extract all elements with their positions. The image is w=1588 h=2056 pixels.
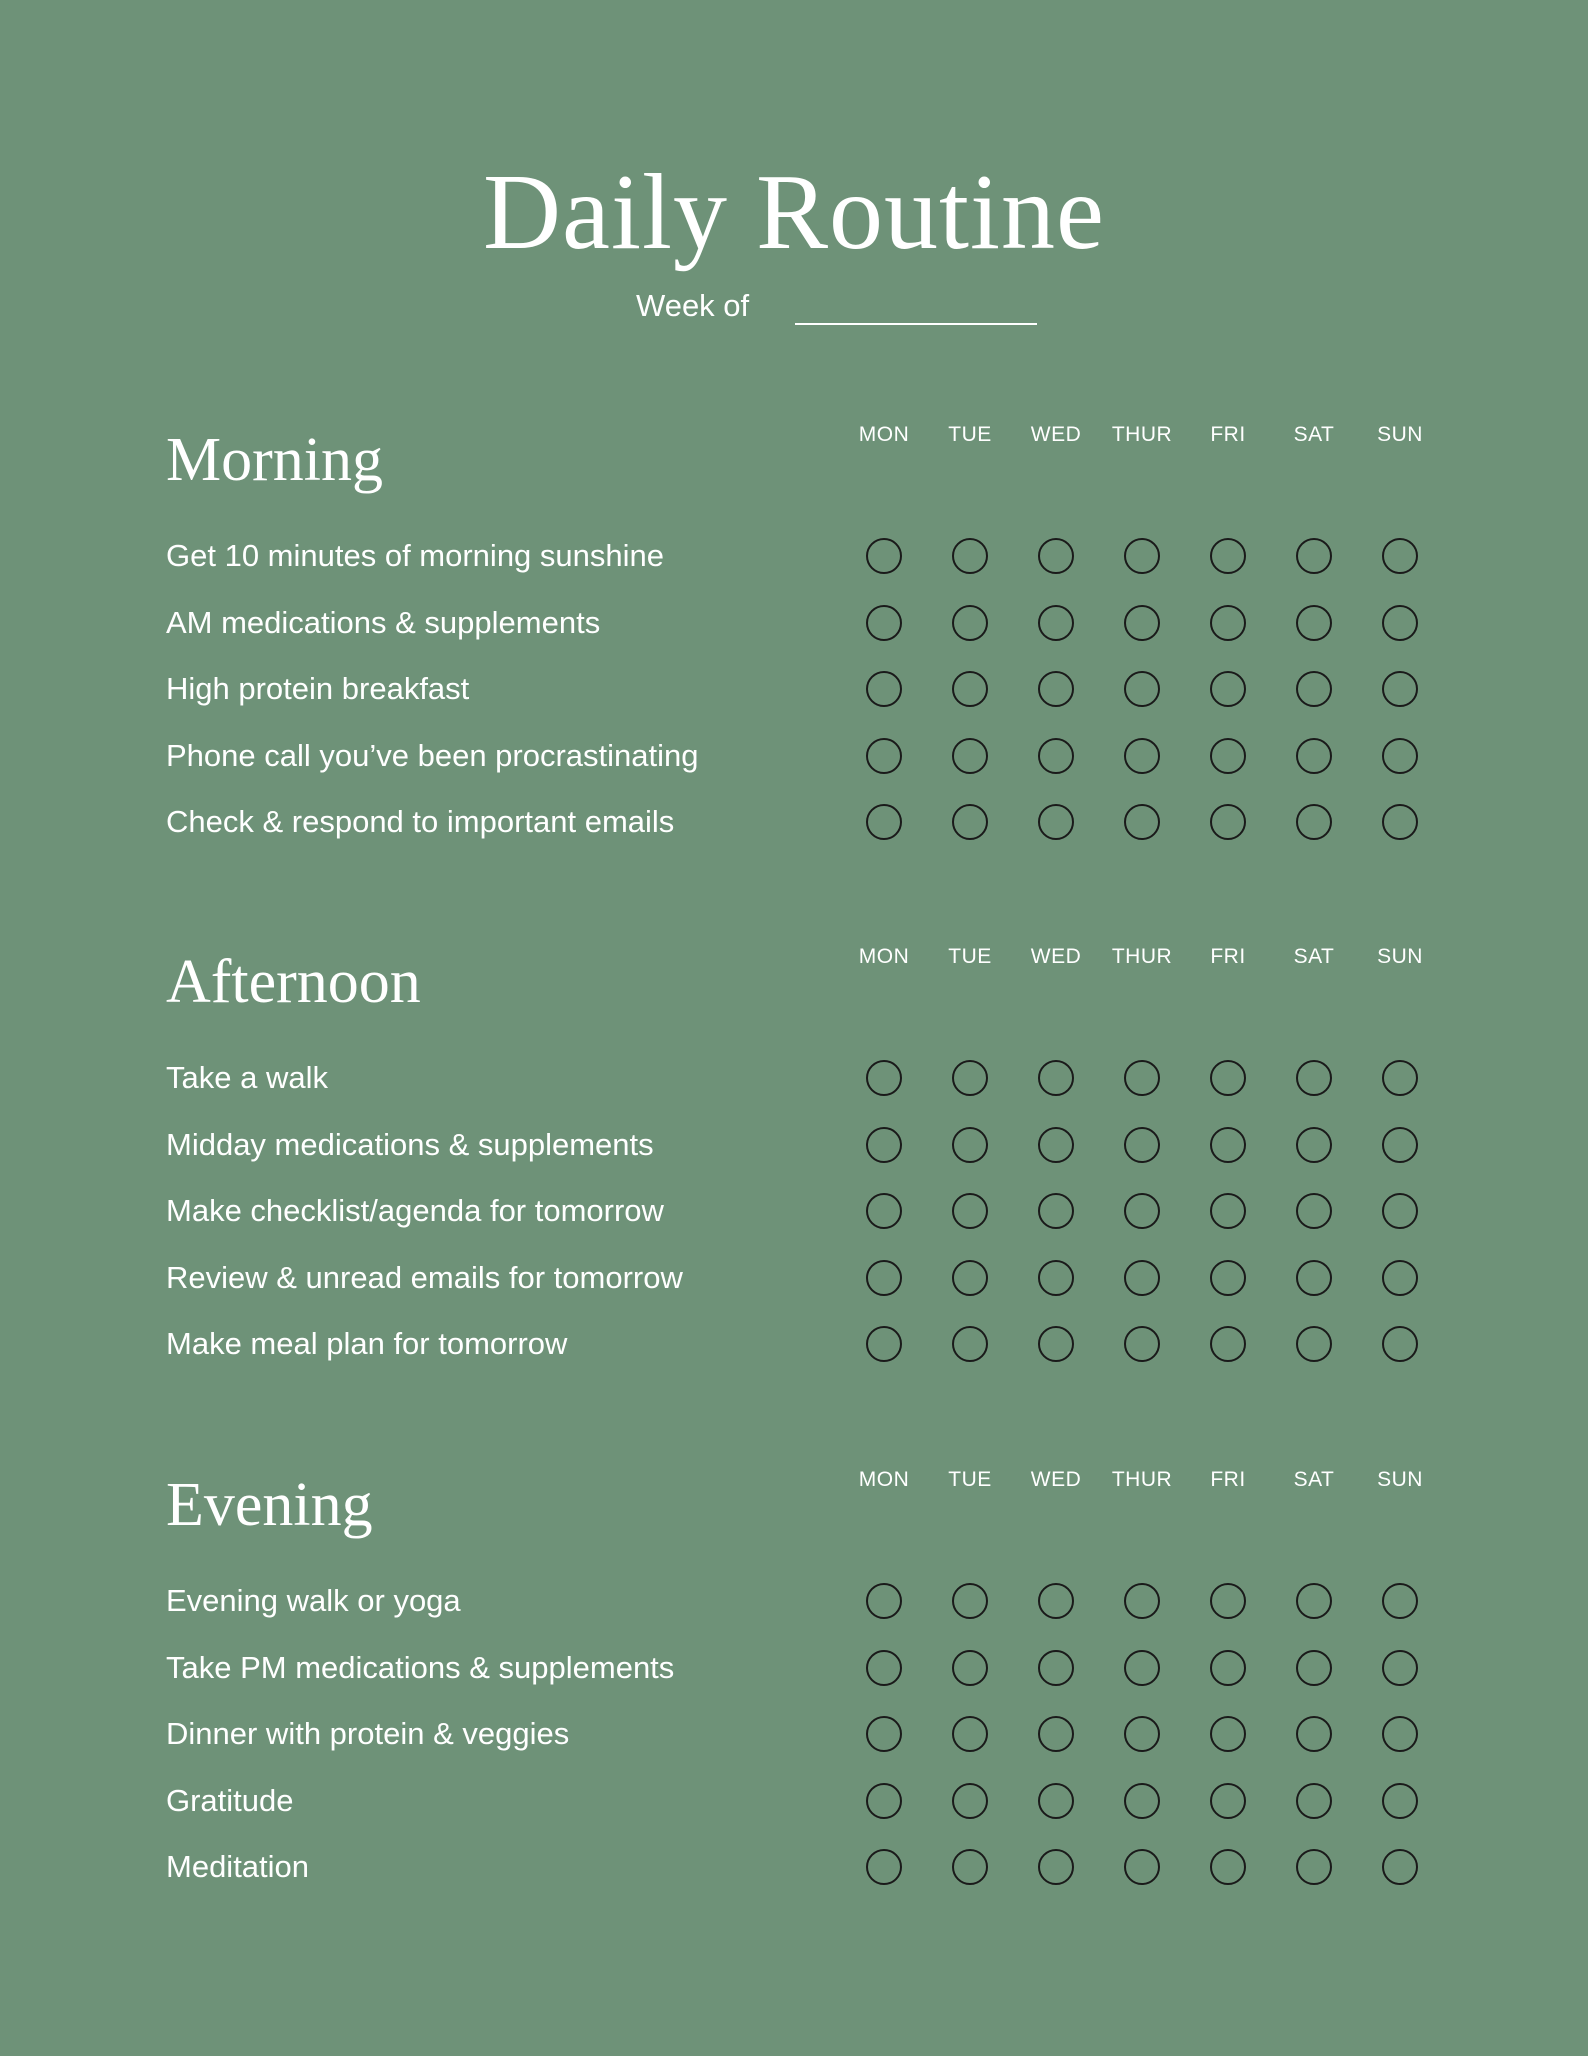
- checkbox-sat[interactable]: [1296, 1193, 1332, 1229]
- day-header-sat: SAT: [1293, 423, 1335, 446]
- checkbox-tue[interactable]: [952, 671, 988, 707]
- checkbox-wed[interactable]: [1038, 1193, 1074, 1229]
- checkbox-sun[interactable]: [1382, 1127, 1418, 1163]
- task-row: [0, 526, 1588, 592]
- checkbox-sat[interactable]: [1296, 1849, 1332, 1885]
- checkbox-sun[interactable]: [1382, 1326, 1418, 1362]
- checkbox-mon[interactable]: [866, 538, 902, 574]
- section-title: Morning: [166, 426, 383, 494]
- checkbox-wed[interactable]: [1038, 804, 1074, 840]
- checkbox-tue[interactable]: [952, 804, 988, 840]
- checkbox-fri[interactable]: [1210, 1716, 1246, 1752]
- task-label: Gratitude: [166, 1783, 294, 1818]
- checkbox-thur[interactable]: [1124, 1716, 1160, 1752]
- checkbox-sat[interactable]: [1296, 1060, 1332, 1096]
- checkbox-wed[interactable]: [1038, 538, 1074, 574]
- checkbox-thur[interactable]: [1124, 738, 1160, 774]
- checkbox-sat[interactable]: [1296, 1716, 1332, 1752]
- checkbox-sun[interactable]: [1382, 1783, 1418, 1819]
- day-header-fri: FRI: [1210, 945, 1246, 968]
- checkbox-wed[interactable]: [1038, 1716, 1074, 1752]
- task-label: Take PM medications & supplements: [166, 1650, 675, 1685]
- checkbox-fri[interactable]: [1210, 804, 1246, 840]
- task-row: [0, 659, 1588, 725]
- checkbox-fri[interactable]: [1210, 1127, 1246, 1163]
- checkbox-wed[interactable]: [1038, 1583, 1074, 1619]
- day-header-mon: MON: [858, 945, 910, 968]
- checkbox-sun[interactable]: [1382, 1583, 1418, 1619]
- week-of-label: Week of: [636, 288, 750, 323]
- checkbox-fri[interactable]: [1210, 1849, 1246, 1885]
- checkbox-wed[interactable]: [1038, 1060, 1074, 1096]
- checkbox-tue[interactable]: [952, 1260, 988, 1296]
- task-label: Get 10 minutes of morning sunshine: [166, 538, 664, 573]
- checkbox-fri[interactable]: [1210, 738, 1246, 774]
- checkbox-thur[interactable]: [1124, 605, 1160, 641]
- day-header-wed: WED: [1030, 1468, 1082, 1491]
- task-row: [0, 726, 1588, 792]
- day-header-wed: WED: [1030, 423, 1082, 446]
- checkbox-sat[interactable]: [1296, 1650, 1332, 1686]
- checkbox-tue[interactable]: [952, 538, 988, 574]
- checkbox-sat[interactable]: [1296, 605, 1332, 641]
- task-label: Check & respond to important emails: [166, 804, 675, 839]
- checkbox-tue[interactable]: [952, 1583, 988, 1619]
- checkbox-sun[interactable]: [1382, 804, 1418, 840]
- checkbox-mon[interactable]: [866, 1060, 902, 1096]
- checkbox-sat[interactable]: [1296, 1583, 1332, 1619]
- checkbox-mon[interactable]: [866, 1193, 902, 1229]
- checkbox-sun[interactable]: [1382, 1193, 1418, 1229]
- checkbox-sat[interactable]: [1296, 1127, 1332, 1163]
- task-label: Take a walk: [166, 1060, 328, 1095]
- checkbox-fri[interactable]: [1210, 671, 1246, 707]
- checkbox-sat[interactable]: [1296, 1260, 1332, 1296]
- checkbox-tue[interactable]: [952, 1783, 988, 1819]
- task-row: [0, 1704, 1588, 1770]
- checkbox-thur[interactable]: [1124, 1583, 1160, 1619]
- section-morning: [0, 420, 1588, 900]
- checkbox-fri[interactable]: [1210, 605, 1246, 641]
- day-header-tue: TUE: [948, 1468, 992, 1491]
- checkbox-mon[interactable]: [866, 605, 902, 641]
- checkbox-tue[interactable]: [952, 1326, 988, 1362]
- task-row: [0, 1115, 1588, 1181]
- checkbox-thur[interactable]: [1124, 1127, 1160, 1163]
- task-row: [0, 1771, 1588, 1837]
- checkbox-thur[interactable]: [1124, 1650, 1160, 1686]
- checkbox-tue[interactable]: [952, 1193, 988, 1229]
- checkbox-sun[interactable]: [1382, 671, 1418, 707]
- checkbox-wed[interactable]: [1038, 738, 1074, 774]
- checkbox-wed[interactable]: [1038, 1260, 1074, 1296]
- task-label: Dinner with protein & veggies: [166, 1716, 570, 1751]
- day-header-mon: MON: [858, 1468, 910, 1491]
- checkbox-thur[interactable]: [1124, 804, 1160, 840]
- task-label: Meditation: [166, 1849, 310, 1884]
- checkbox-thur[interactable]: [1124, 538, 1160, 574]
- task-row: [0, 792, 1588, 858]
- checkbox-mon[interactable]: [866, 738, 902, 774]
- checkbox-mon[interactable]: [866, 1849, 902, 1885]
- checkbox-mon[interactable]: [866, 1650, 902, 1686]
- section-afternoon: [0, 942, 1588, 1422]
- checkbox-sun[interactable]: [1382, 1260, 1418, 1296]
- checkbox-mon[interactable]: [866, 1583, 902, 1619]
- checkbox-fri[interactable]: [1210, 1326, 1246, 1362]
- checkbox-sun[interactable]: [1382, 1060, 1418, 1096]
- checkbox-tue[interactable]: [952, 1849, 988, 1885]
- checkbox-thur[interactable]: [1124, 1260, 1160, 1296]
- day-header-thur: THUR: [1111, 945, 1173, 968]
- checkbox-mon[interactable]: [866, 1127, 902, 1163]
- day-header-thur: THUR: [1111, 1468, 1173, 1491]
- day-header-sun: SUN: [1377, 423, 1423, 446]
- checkbox-sun[interactable]: [1382, 1650, 1418, 1686]
- checkbox-wed[interactable]: [1038, 1650, 1074, 1686]
- day-header-tue: TUE: [948, 423, 992, 446]
- task-row: [0, 1571, 1588, 1637]
- checkbox-wed[interactable]: [1038, 1849, 1074, 1885]
- task-row: [0, 1638, 1588, 1704]
- checkbox-wed[interactable]: [1038, 1326, 1074, 1362]
- checkbox-sun[interactable]: [1382, 538, 1418, 574]
- checkbox-sat[interactable]: [1296, 1326, 1332, 1362]
- day-header-sun: SUN: [1377, 1468, 1423, 1491]
- checkbox-tue[interactable]: [952, 1127, 988, 1163]
- checkbox-fri[interactable]: [1210, 1260, 1246, 1296]
- checkbox-tue[interactable]: [952, 605, 988, 641]
- checkbox-thur[interactable]: [1124, 1193, 1160, 1229]
- checkbox-thur[interactable]: [1124, 1060, 1160, 1096]
- checkbox-sun[interactable]: [1382, 1849, 1418, 1885]
- task-label: Make checklist/agenda for tomorrow: [166, 1193, 664, 1228]
- checkbox-wed[interactable]: [1038, 605, 1074, 641]
- task-row: [0, 1181, 1588, 1247]
- checkbox-tue[interactable]: [952, 738, 988, 774]
- checkbox-thur[interactable]: [1124, 1326, 1160, 1362]
- day-header-mon: MON: [858, 423, 910, 446]
- week-of-blank[interactable]: [795, 323, 1037, 325]
- checkbox-sat[interactable]: [1296, 538, 1332, 574]
- checkbox-thur[interactable]: [1124, 1849, 1160, 1885]
- section-title: Evening: [166, 1471, 373, 1539]
- task-row: [0, 1314, 1588, 1380]
- task-label: High protein breakfast: [166, 671, 470, 706]
- day-header-fri: FRI: [1210, 423, 1246, 446]
- checkbox-mon[interactable]: [866, 671, 902, 707]
- checkbox-sun[interactable]: [1382, 1716, 1418, 1752]
- checkbox-sat[interactable]: [1296, 671, 1332, 707]
- checkbox-wed[interactable]: [1038, 1783, 1074, 1819]
- task-label: Review & unread emails for tomorrow: [166, 1260, 683, 1295]
- checkbox-fri[interactable]: [1210, 538, 1246, 574]
- task-row: [0, 1837, 1588, 1903]
- checkbox-fri[interactable]: [1210, 1193, 1246, 1229]
- task-label: Midday medications & supplements: [166, 1127, 654, 1162]
- checkbox-mon[interactable]: [866, 1783, 902, 1819]
- task-row: [0, 1048, 1588, 1114]
- section-evening: [0, 1465, 1588, 1945]
- checkbox-tue[interactable]: [952, 1060, 988, 1096]
- day-header-thur: THUR: [1111, 423, 1173, 446]
- section-title: Afternoon: [166, 948, 421, 1016]
- checkbox-tue[interactable]: [952, 1650, 988, 1686]
- checkbox-thur[interactable]: [1124, 1783, 1160, 1819]
- checkbox-mon[interactable]: [866, 804, 902, 840]
- checkbox-fri[interactable]: [1210, 1583, 1246, 1619]
- day-header-sat: SAT: [1293, 1468, 1335, 1491]
- task-row: [0, 593, 1588, 659]
- task-label: AM medications & supplements: [166, 605, 601, 640]
- checkbox-fri[interactable]: [1210, 1650, 1246, 1686]
- checkbox-sun[interactable]: [1382, 605, 1418, 641]
- day-header-wed: WED: [1030, 945, 1082, 968]
- task-label: Evening walk or yoga: [166, 1583, 461, 1618]
- checkbox-mon[interactable]: [866, 1326, 902, 1362]
- checkbox-sat[interactable]: [1296, 804, 1332, 840]
- checkbox-fri[interactable]: [1210, 1060, 1246, 1096]
- checkbox-sat[interactable]: [1296, 738, 1332, 774]
- day-header-tue: TUE: [948, 945, 992, 968]
- day-header-sat: SAT: [1293, 945, 1335, 968]
- checkbox-fri[interactable]: [1210, 1783, 1246, 1819]
- task-row: [0, 1248, 1588, 1314]
- checkbox-sat[interactable]: [1296, 1783, 1332, 1819]
- checkbox-mon[interactable]: [866, 1260, 902, 1296]
- checkbox-tue[interactable]: [952, 1716, 988, 1752]
- checkbox-sun[interactable]: [1382, 738, 1418, 774]
- task-label: Make meal plan for tomorrow: [166, 1326, 568, 1361]
- checkbox-wed[interactable]: [1038, 671, 1074, 707]
- task-label: Phone call you’ve been procrastinating: [166, 738, 699, 773]
- day-header-sun: SUN: [1377, 945, 1423, 968]
- checkbox-wed[interactable]: [1038, 1127, 1074, 1163]
- checkbox-mon[interactable]: [866, 1716, 902, 1752]
- page-title: Daily Routine: [483, 153, 1105, 272]
- day-header-fri: FRI: [1210, 1468, 1246, 1491]
- checkbox-thur[interactable]: [1124, 671, 1160, 707]
